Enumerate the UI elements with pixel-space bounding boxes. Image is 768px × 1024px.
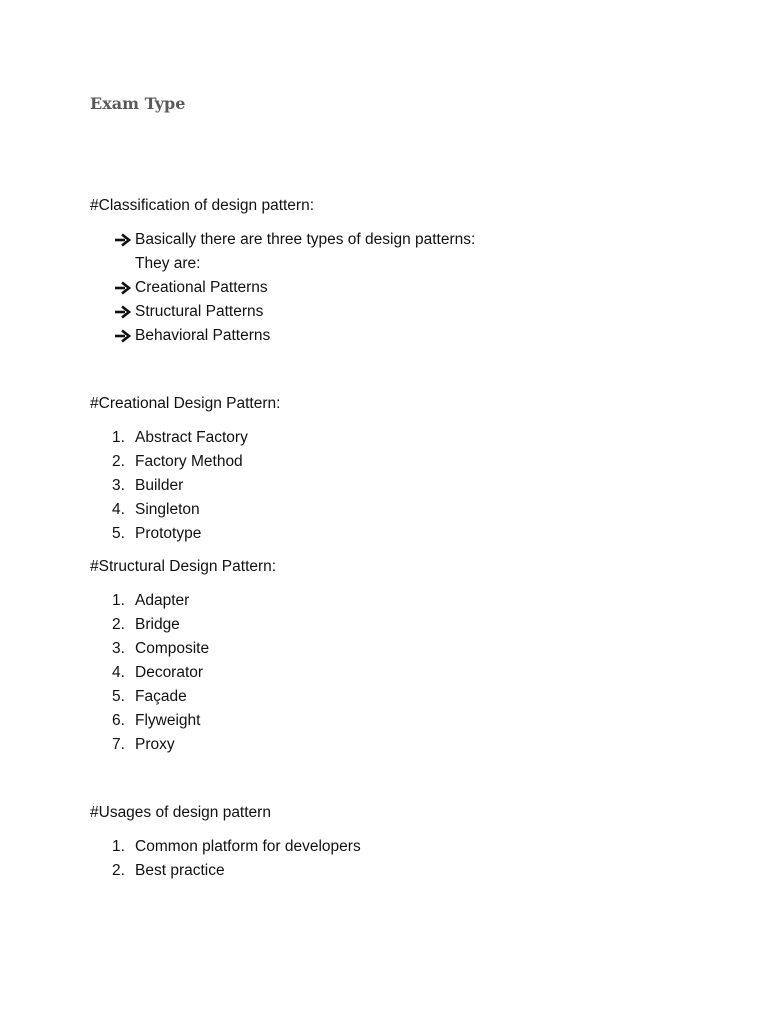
list-number: 2. <box>112 862 125 879</box>
list-item-text: Structural Patterns <box>135 303 264 320</box>
list-item-text: Common platform for developers <box>135 838 361 855</box>
list-number: 4. <box>112 664 125 681</box>
structural-heading: #Structural Design Pattern: <box>90 558 277 575</box>
list-item-text: Factory Method <box>135 453 243 470</box>
usages-heading: #Usages of design pattern <box>90 804 271 821</box>
list-item-text: Abstract Factory <box>135 429 248 446</box>
list-item-text: Best practice <box>135 862 225 879</box>
list-number: 1. <box>112 429 125 446</box>
list-number: 5. <box>112 688 125 705</box>
arrow-right-icon <box>114 233 132 247</box>
list-number: 1. <box>112 838 125 855</box>
list-number: 2. <box>112 453 125 470</box>
list-item-text: Adapter <box>135 592 190 609</box>
creational-heading: #Creational Design Pattern: <box>90 395 281 412</box>
list-number: 3. <box>112 477 125 494</box>
list-item-text: Flyweight <box>135 712 201 729</box>
list-item-text: Basically there are three types of design patterns: <box>135 231 476 248</box>
list-item-text: Composite <box>135 640 210 657</box>
document-title: Exam Type <box>90 94 186 113</box>
list-item-text: Builder <box>135 477 184 494</box>
list-item-text: Creational Patterns <box>135 279 268 296</box>
list-item-text: Decorator <box>135 664 204 681</box>
list-item-text: Proxy <box>135 736 175 753</box>
list-item-text: Prototype <box>135 525 202 542</box>
arrow-right-icon <box>114 281 132 295</box>
list-item-text: Singleton <box>135 501 200 518</box>
list-item-text: Bridge <box>135 616 180 633</box>
list-number: 2. <box>112 616 125 633</box>
list-number: 1. <box>112 592 125 609</box>
list-item-text: They are: <box>135 255 201 272</box>
classification-heading: #Classification of design pattern: <box>90 197 315 214</box>
list-number: 7. <box>112 736 125 753</box>
arrow-right-icon <box>114 329 132 343</box>
arrow-right-icon <box>114 305 132 319</box>
list-number: 3. <box>112 640 125 657</box>
list-number: 5. <box>112 525 125 542</box>
list-item-text: Façade <box>135 688 187 705</box>
list-number: 6. <box>112 712 125 729</box>
list-item-text: Behavioral Patterns <box>135 327 271 344</box>
list-number: 4. <box>112 501 125 518</box>
